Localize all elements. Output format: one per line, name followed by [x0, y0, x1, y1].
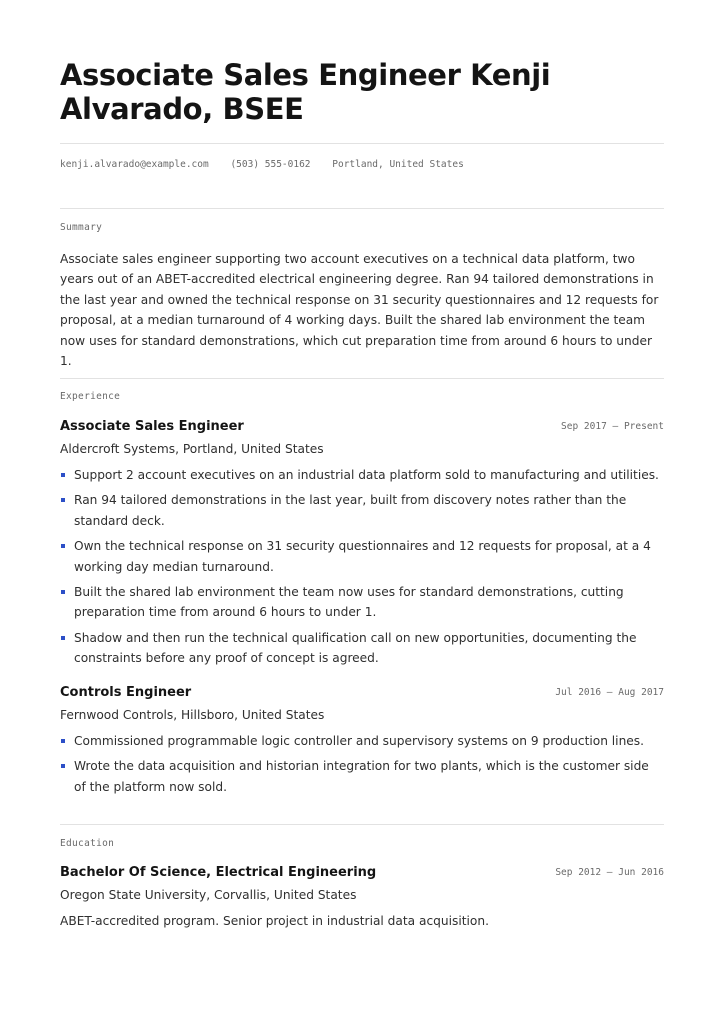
education-dates: Sep 2012 – Jun 2016: [555, 867, 664, 878]
job-organization: Aldercroft Systems, Portland, United States: [60, 442, 324, 456]
job-entry: [60, 685, 664, 802]
job-dates: Jul 2016 – Aug 2017: [555, 687, 664, 698]
summary-text: Associate sales engineer supporting two account executives on a technical data platform, two years out of an ABET-accredited electrical engineering degree. Ran 94 tailored demonstrations in the last year and owned the technical response on 31 security questionnaires and 12 requests for proposal, at a median turnaround of 4 working days. Built the shared lab environment the team now uses for standard demonstrations, which cut preparation time from around 6 hours to under 1.: [60, 252, 659, 369]
experience-heading: Experience: [60, 391, 121, 402]
job-bullet: Shadow and then run the technical qualification call on new opportunities, documenting the constraints before any proof of concept is agreed.: [60, 628, 664, 669]
job-bullet-list: [60, 465, 664, 669]
job-bullet: Commissioned programmable logic controller and supervisory systems on 9 production lines.: [60, 731, 664, 751]
page-title: Associate Sales Engineer Kenji Alvarado, BSEE: [60, 58, 551, 126]
experience-divider: [60, 824, 664, 825]
school-name: Oregon State University, Corvallis, United States: [60, 888, 357, 902]
job-bullet: Wrote the data acquisition and historian integration for two plants, which is the customer side of the platform now sold.: [60, 756, 664, 797]
job-entry: [60, 419, 664, 674]
job-dates: Sep 2017 – Present: [561, 421, 664, 432]
job-title: Controls Engineer: [60, 685, 192, 700]
contact-line: [60, 159, 480, 170]
education-entry: [60, 865, 664, 931]
contact-email: kenji.alvarado@example.com: [60, 159, 209, 170]
job-bullet: Own the technical response on 31 security questionnaires and 12 requests for proposal, at a 4 working day median turnaround.: [60, 536, 664, 577]
contact-phone: (503) 555-0162: [230, 159, 311, 170]
degree-title: Bachelor Of Science, Electrical Engineering: [60, 865, 377, 880]
job-organization: Fernwood Controls, Hillsboro, United States: [60, 708, 325, 722]
education-note: ABET-accredited program. Senior project in industrial data acquisition.: [60, 914, 489, 928]
summary-heading: Summary: [60, 222, 103, 233]
summary-divider: [60, 378, 664, 379]
job-bullet: Ran 94 tailored demonstrations in the last year, built from discovery notes rather than the standard deck.: [60, 490, 664, 531]
job-bullet: Support 2 account executives on an industrial data platform sold to manufacturing and utilities.: [60, 465, 664, 485]
education-header: [60, 865, 664, 885]
job-bullet: Built the shared lab environment the team now uses for standard demonstrations, cutting preparation time from around 6 hours to under 1.: [60, 582, 664, 623]
contact-divider: [60, 208, 664, 209]
education-heading: Education: [60, 838, 115, 849]
job-title: Associate Sales Engineer: [60, 419, 244, 434]
job-bullet-list: [60, 731, 664, 797]
header-divider: [60, 143, 664, 144]
job-header: [60, 685, 664, 705]
job-header: [60, 419, 664, 439]
contact-location: Portland, United States: [332, 159, 464, 170]
